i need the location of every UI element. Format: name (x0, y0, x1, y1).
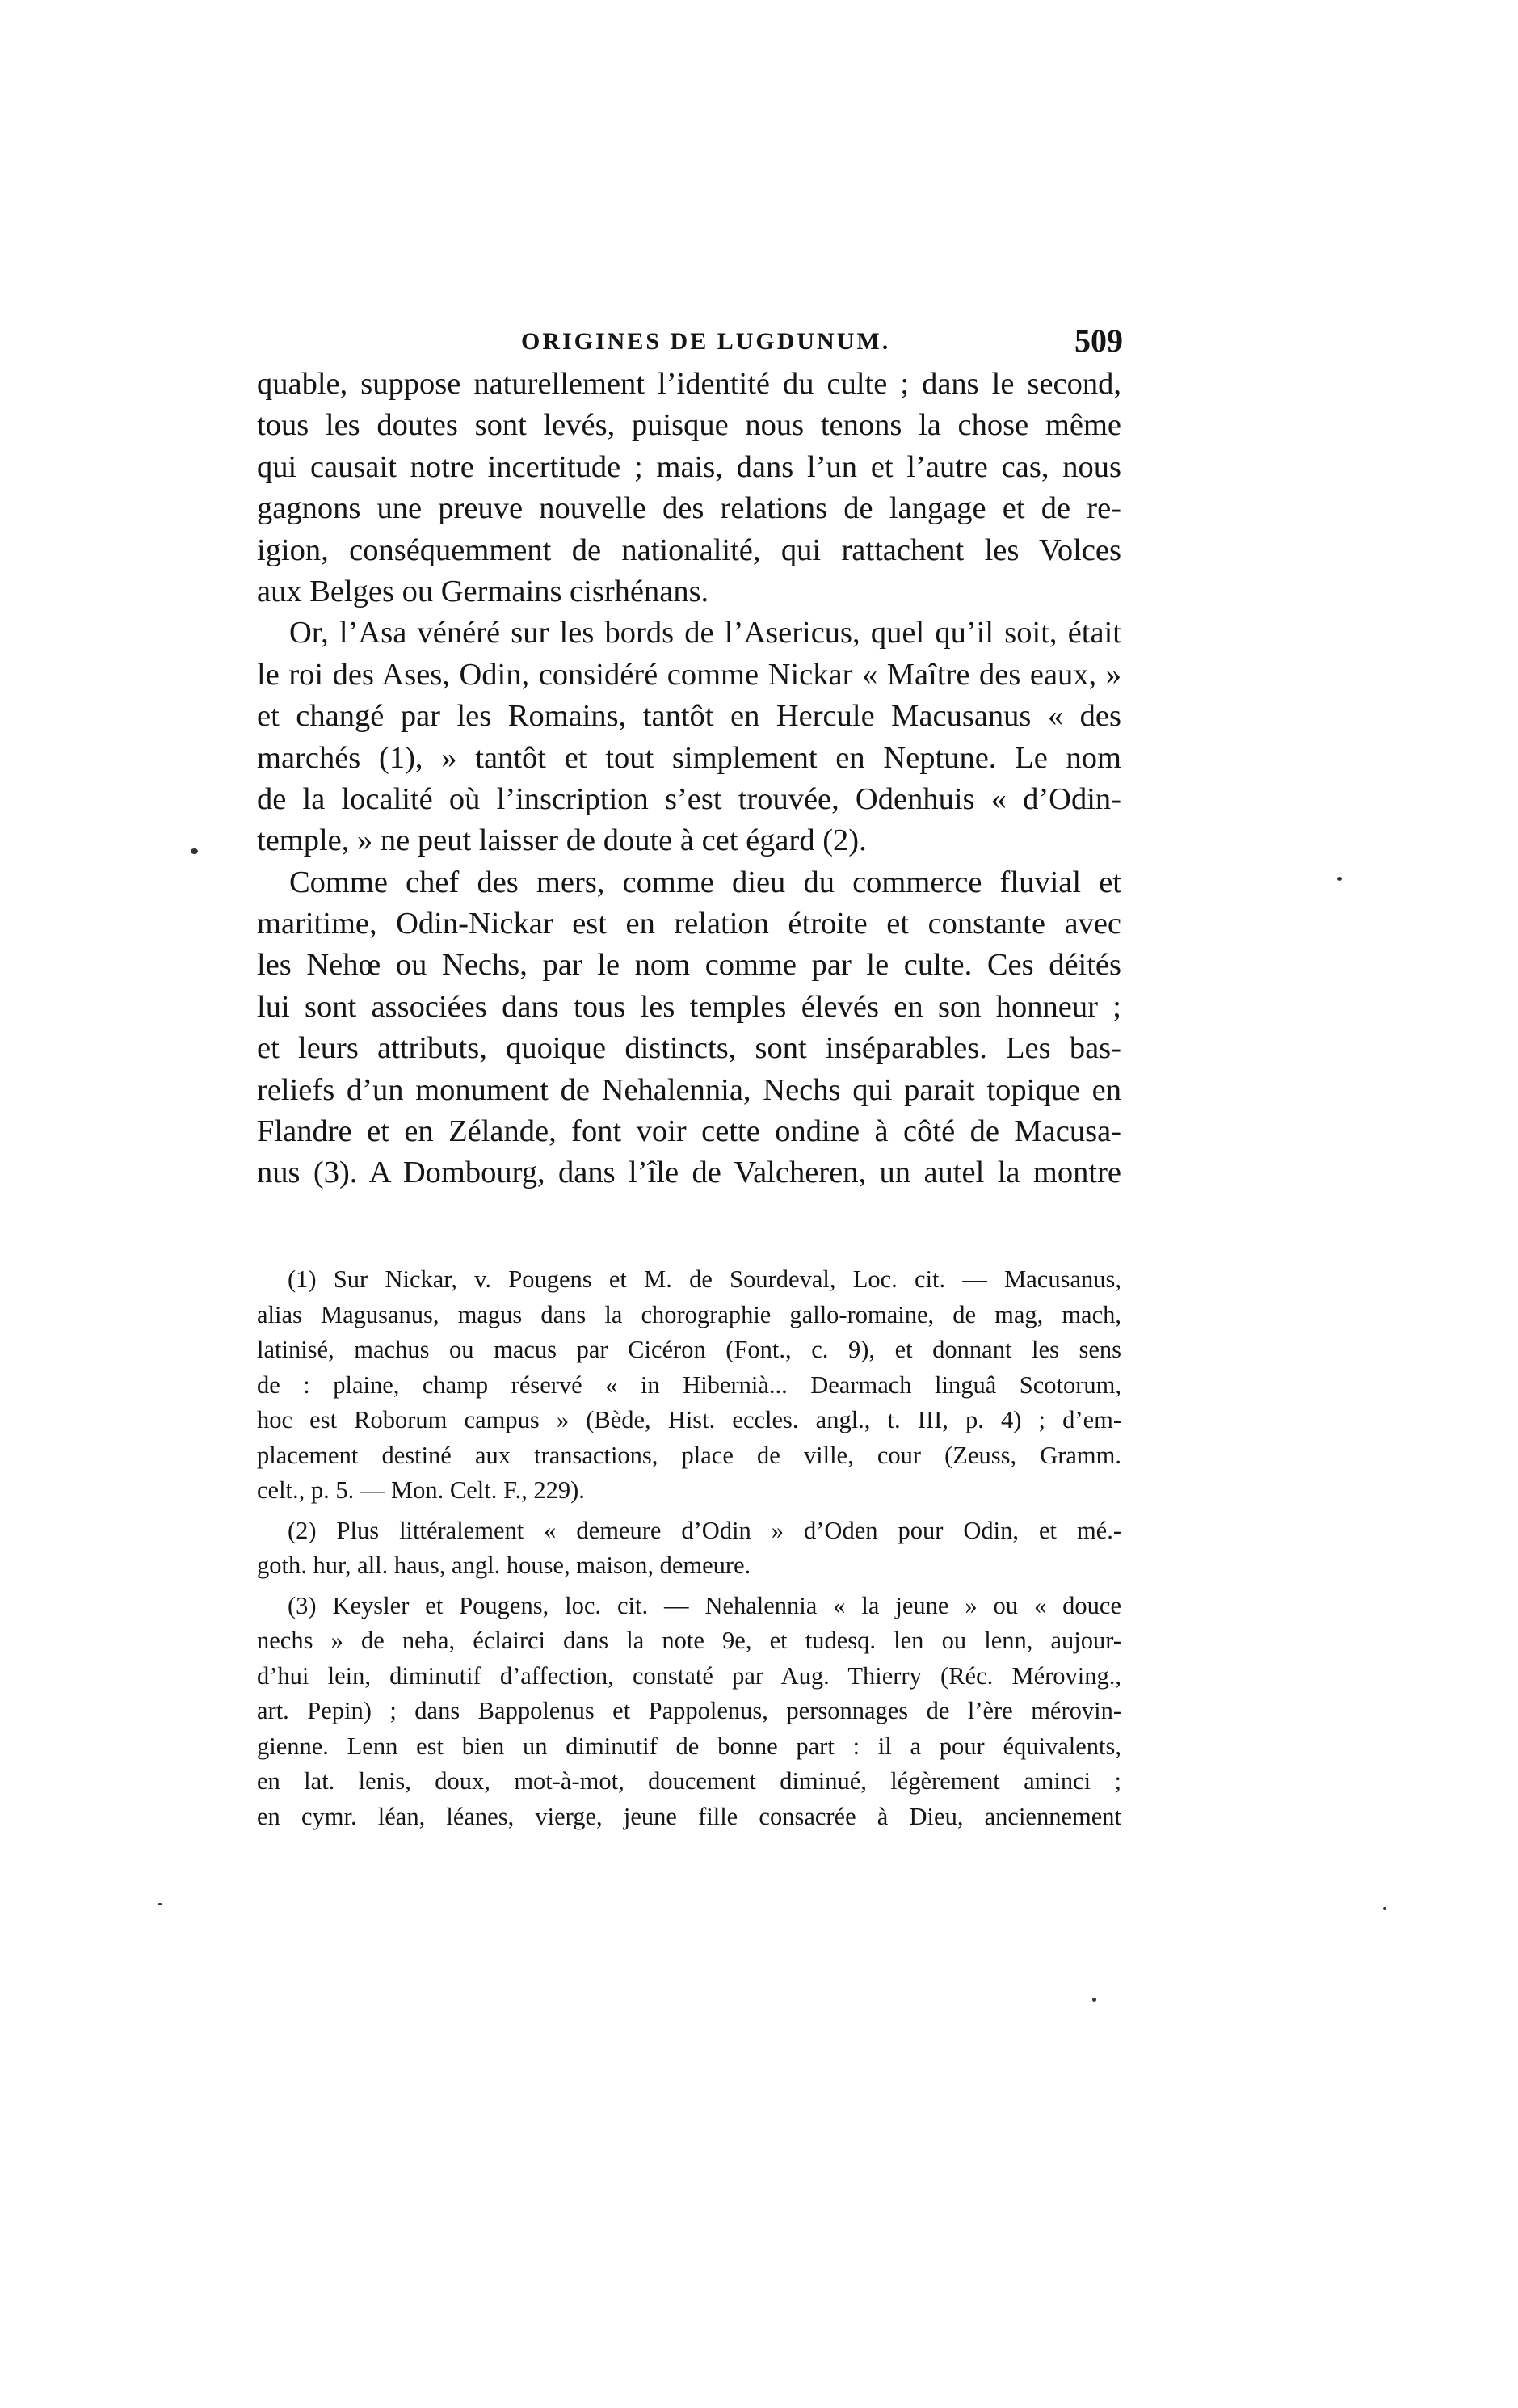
body-line: Or, l’Asa vénéré sur les bords de l’Asericus, quel qu’il soit, était (289, 616, 1121, 650)
scan-speck (158, 1903, 162, 1905)
footnote-line: goth. hur, all. haus, angl. house, maison, demeure. (257, 1551, 751, 1579)
body-line: reliefs d’un monument de Nehalennia, Nechs qui parait topique en (257, 1072, 1121, 1107)
body-line: maritime, Odin-Nickar est en relation étroite et constante avec (257, 907, 1121, 941)
footnote-line: d’hui lein, diminutif d’affection, constaté par Aug. Thierry (Réc. Méroving., (257, 1661, 1121, 1690)
footnote-line: (1) Sur Nickar, v. Pougens et M. de Sourdeval, Loc. cit. — Macusanus, (288, 1265, 1121, 1293)
body-line: de la localité où l’inscription s’est trouvée, Odenhuis « d’Odin- (257, 781, 1121, 816)
body-line: quable, suppose naturellement l’identité du culte ; dans le second, (257, 367, 1121, 401)
scan-speck (1383, 1907, 1386, 1910)
page-number: 509 (1074, 322, 1123, 359)
footnote-line: (3) Keysler et Pougens, loc. cit. — Nehalennia « la jeune » ou « douce (288, 1591, 1121, 1619)
body-line: et changé par les Romains, tantôt en Hercule Macusanus « des (257, 699, 1121, 734)
footnote-line: nechs » de neha, éclairci dans la note 9e, et tudesq. len ou lenn, aujour- (257, 1627, 1121, 1654)
body-line: le roi des Ases, Odin, considéré comme Nickar « Maître des eaux, » (257, 657, 1121, 692)
body-line: aux Belges ou Germains cisrhénans. (257, 574, 709, 608)
footnote-line: art. Pepin) ; dans Bappolenus et Pappolenus, personnages de l’ère mérovin- (257, 1697, 1121, 1724)
footnote-line: hoc est Roborum campus » (Bède, Hist. eccles. angl., t. III, p. 4) ; d’em- (257, 1406, 1121, 1433)
footnote-line: placement destiné aux transactions, place de ville, cour (Zeuss, Gramm. (257, 1441, 1121, 1469)
footnote-line: (2) Plus littéralement « demeure d’Odin » d’Oden pour Odin, et mé.- (288, 1516, 1121, 1544)
scan-speck (1337, 877, 1342, 881)
body-line: Comme chef des mers, comme dieu du commerce fluvial et (289, 865, 1121, 899)
footnote-line: en cymr. léan, léanes, vierge, jeune fille consacrée à Dieu, anciennement (257, 1802, 1121, 1830)
footnote-line: de : plaine, champ réservé « in Hibernià... Dearmach linguâ Scotorum, (257, 1370, 1121, 1399)
footnote-line: en lat. lenis, doux, mot-à-mot, doucement diminué, légèrement aminci ; (257, 1767, 1121, 1795)
body-line: lui sont associées dans tous les temples élevés en son honneur ; (257, 989, 1121, 1024)
page-header (259, 322, 1147, 370)
body-line: tous les doutes sont levés, puisque nous tenons la chose même (257, 408, 1121, 443)
running-title: ORIGINES DE LUGDUNUM. (521, 328, 891, 355)
body-line: gagnons une preuve nouvelle des relations de langage et de re- (257, 491, 1121, 526)
footnote-line: alias Magusanus, magus dans la chorographie gallo-romaine, de mag, mach, (257, 1300, 1121, 1328)
body-line: temple, » ne peut laisser de doute à cet égard (2). (257, 823, 867, 858)
scan-speck (1092, 1998, 1096, 2002)
body-line: les Nehœ ou Nechs, par le nom comme par le culte. Ces déités (257, 948, 1121, 983)
body-line: Flandre et en Zélande, font voir cette ondine à côté de Macusa- (257, 1114, 1121, 1149)
footnote-line: gienne. Lenn est bien un diminutif de bonne part : il a pour équivalents, (257, 1732, 1121, 1760)
scan-speck (191, 848, 198, 854)
body-text (257, 364, 1121, 1194)
footnote-line: celt., p. 5. — Mon. Celt. F., 229). (257, 1476, 585, 1504)
footnotes (257, 1262, 1121, 1834)
body-line: igion, conséquemment de nationalité, qui rattachent les Volces (257, 533, 1121, 567)
body-line: nus (3). A Dombourg, dans l’île de Valcheren, un autel la montre (257, 1156, 1121, 1190)
body-line: qui causait notre incertitude ; mais, dans l’un et l’autre cas, nous (257, 449, 1121, 484)
body-line: et leurs attributs, quoique distincts, sont inséparables. Les bas- (257, 1031, 1121, 1066)
body-line: marchés (1), » tantôt et tout simplement en Neptune. Le nom (257, 740, 1121, 775)
footnote-line: latinisé, machus ou macus par Cicéron (Font., c. 9), et donnant les sens (257, 1336, 1121, 1363)
